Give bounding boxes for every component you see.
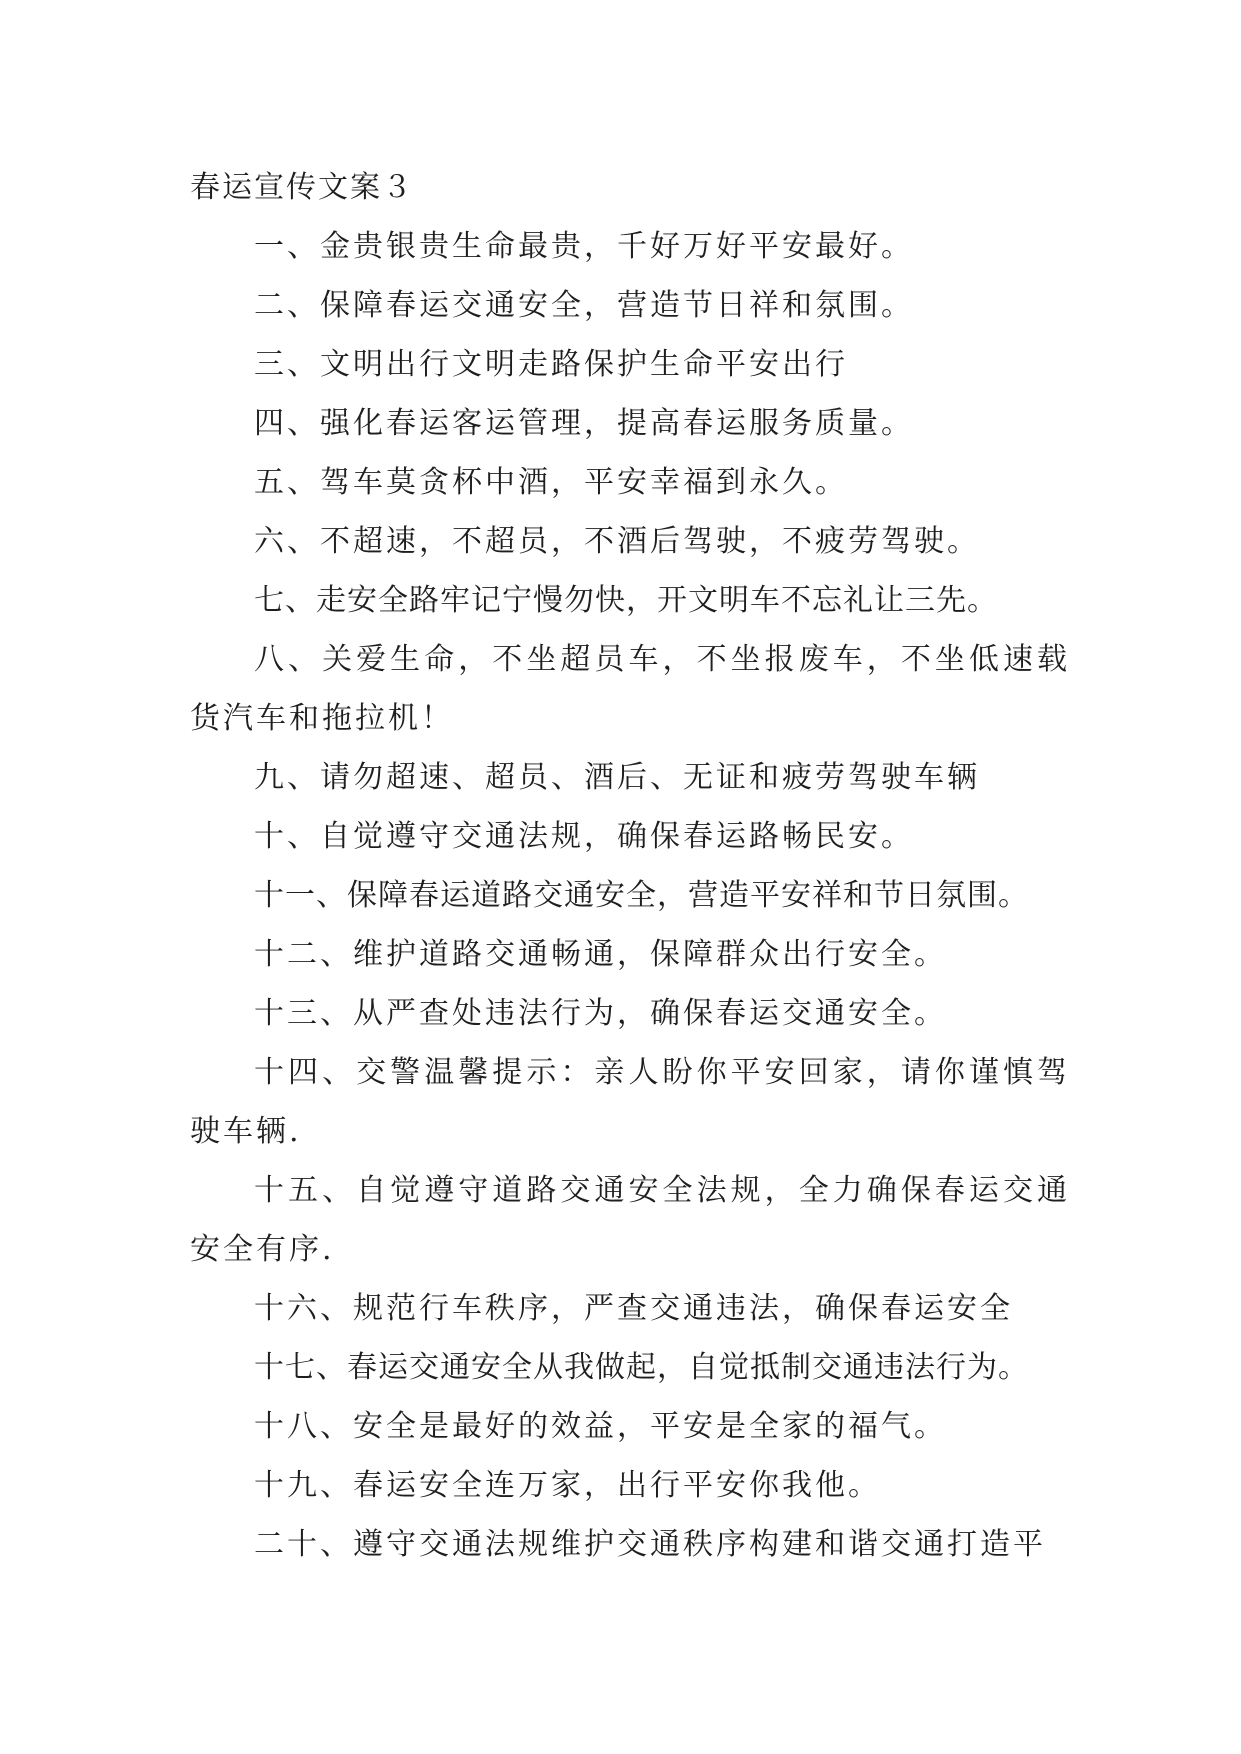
document-body — [190, 158, 1070, 1574]
slogan-item-6: 六、不超速，不超员，不酒后驾驶，不疲劳驾驶。 — [254, 524, 980, 559]
slogan-item-1: 一、金贵银贵生命最贵，千好万好平安最好。 — [254, 229, 914, 264]
slogan-item-16: 十六、规范行车秩序，严查交通违法，确保春运安全 — [254, 1291, 1013, 1326]
slogan-item-4: 四、强化春运客运管理，提高春运服务质量。 — [254, 406, 914, 441]
slogan-item-2: 二、保障春运交通安全，营造节日祥和氛围。 — [254, 288, 914, 323]
slogan-item-17: 十七、春运交通安全从我做起，自觉抵制交通违法行为。 — [254, 1350, 1029, 1385]
slogan-item-20: 二十、遵守交通法规维护交通秩序构建和谐交通打造平 — [254, 1527, 1046, 1562]
slogan-item-13: 十三、从严查处违法行为，确保春运交通安全。 — [254, 996, 947, 1031]
slogan-item-11: 十一、保障春运道路交通安全，营造平安祥和节日氛围。 — [254, 878, 1029, 913]
slogan-item-15: 十五、自觉遵守道路交通安全法规，全力确保春运交通安全有序. — [190, 1173, 1070, 1267]
slogan-item-8: 八、关爱生命，不坐超员车，不坐报废车，不坐低速载货汽车和拖拉机！ — [190, 642, 1070, 736]
slogan-item-10: 十、自觉遵守交通法规，确保春运路畅民安。 — [254, 819, 914, 854]
slogan-item-7: 七、走安全路牢记宁慢勿快，开文明车不忘礼让三先。 — [254, 583, 998, 618]
slogan-item-12: 十二、维护道路交通畅通，保障群众出行安全。 — [254, 937, 947, 972]
document-title: 春运宣传文案３ — [190, 170, 414, 205]
slogan-item-14: 十四、交警温馨提示：亲人盼你平安回家，请你谨慎驾驶车辆. — [190, 1055, 1070, 1149]
slogan-item-19: 十九、春运安全连万家，出行平安你我他。 — [254, 1468, 881, 1503]
slogan-item-5: 五、驾车莫贪杯中酒，平安幸福到永久。 — [254, 465, 848, 500]
slogan-item-18: 十八、安全是最好的效益，平安是全家的福气。 — [254, 1409, 947, 1444]
slogan-item-3: 三、文明出行文明走路保护生命平安出行 — [254, 347, 848, 382]
slogan-item-9: 九、请勿超速、超员、酒后、无证和疲劳驾驶车辆 — [254, 760, 980, 795]
